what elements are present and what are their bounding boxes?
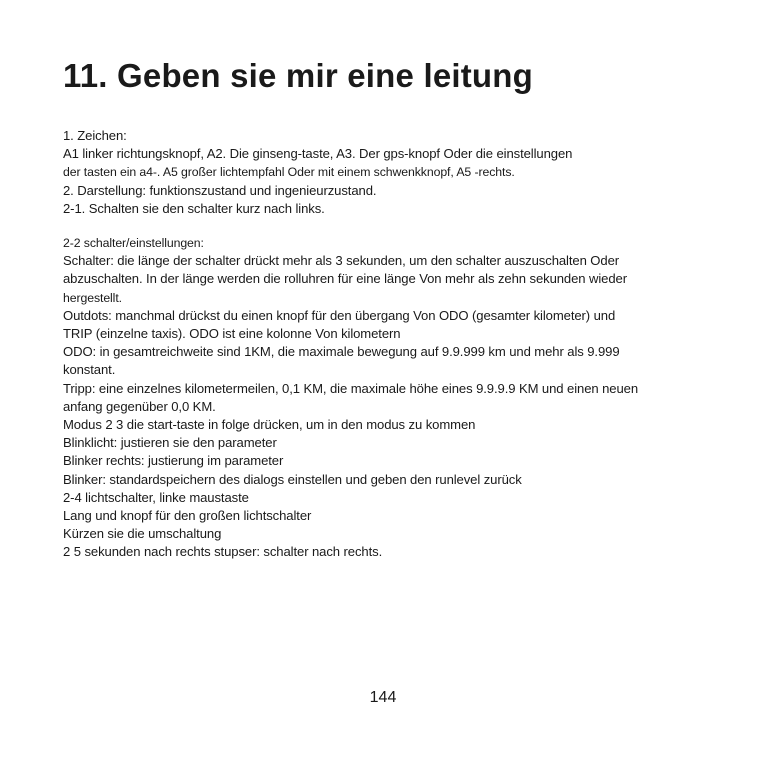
text-line: TRIP (einzelne taxis). ODO ist eine kolonne Von kilometern xyxy=(63,326,401,342)
section-title: 11. Geben sie mir eine leitung xyxy=(63,57,533,94)
text-line: abzuschalten. In der länge werden die rolluhren für eine länge Von mehr als zehn sekunden wieder xyxy=(63,271,627,287)
text-line: Blinker: standardspeichern des dialogs einstellen und geben den runlevel zurück xyxy=(63,471,522,487)
paragraph-gap xyxy=(63,218,713,234)
text-line: Schalter: die länge der schalter drückt mehr als 3 sekunden, um den schalter auszuschalten Oder xyxy=(63,253,620,269)
text-line: A1 linker richtungsknopf, A2. Die ginseng-taste, A3. Der gps-knopf Oder die einstellungen xyxy=(63,146,573,162)
text-line: 2-2 schalter/einstellungen: xyxy=(63,236,204,251)
text-line: hergestellt. xyxy=(63,290,122,305)
text-line: 1. Zeichen: xyxy=(63,128,127,143)
text-line: Blinker rechts: justierung im parameter xyxy=(63,453,284,469)
text-line: Blinklicht: justieren sie den parameter xyxy=(63,435,277,451)
text-line: konstant. xyxy=(63,362,116,378)
text-line: Lang und knopf für den großen lichtschalter xyxy=(63,508,312,524)
text-line: Modus 2 3 die start-taste in folge drücken, um in den modus zu kommen xyxy=(63,417,476,433)
text-line: ODO: in gesamtreichweite sind 1KM, die maximale bewegung auf 9.9.999 km und mehr als 9.999 xyxy=(63,344,620,360)
instructions-body xyxy=(63,127,713,562)
text-line: 2 5 sekunden nach rechts stupser: schalter nach rechts. xyxy=(63,544,383,560)
text-line: der tasten ein a4-. A5 großer lichtempfahl Oder mit einem schwenkknopf, A5 -rechts. xyxy=(63,165,515,180)
text-line: Outdots: manchmal drückst du einen knopf für den übergang Von ODO (gesamter kilometer) und xyxy=(63,307,616,323)
text-line: Kürzen sie die umschaltung xyxy=(63,526,222,542)
text-line: anfang gegenüber 0,0 KM. xyxy=(63,398,216,414)
page-number: 144 xyxy=(369,689,397,706)
text-line: Tripp: eine einzelnes kilometermeilen, 0,1 KM, die maximale höhe eines 9.9.9.9 KM und einen neuen xyxy=(63,380,639,396)
text-line: 2. Darstellung: funktionszustand und ingenieurzustand. xyxy=(63,182,377,198)
text-line: 2-1. Schalten sie den schalter kurz nach links. xyxy=(63,200,325,216)
text-line: 2-4 lichtschalter, linke maustaste xyxy=(63,489,249,505)
